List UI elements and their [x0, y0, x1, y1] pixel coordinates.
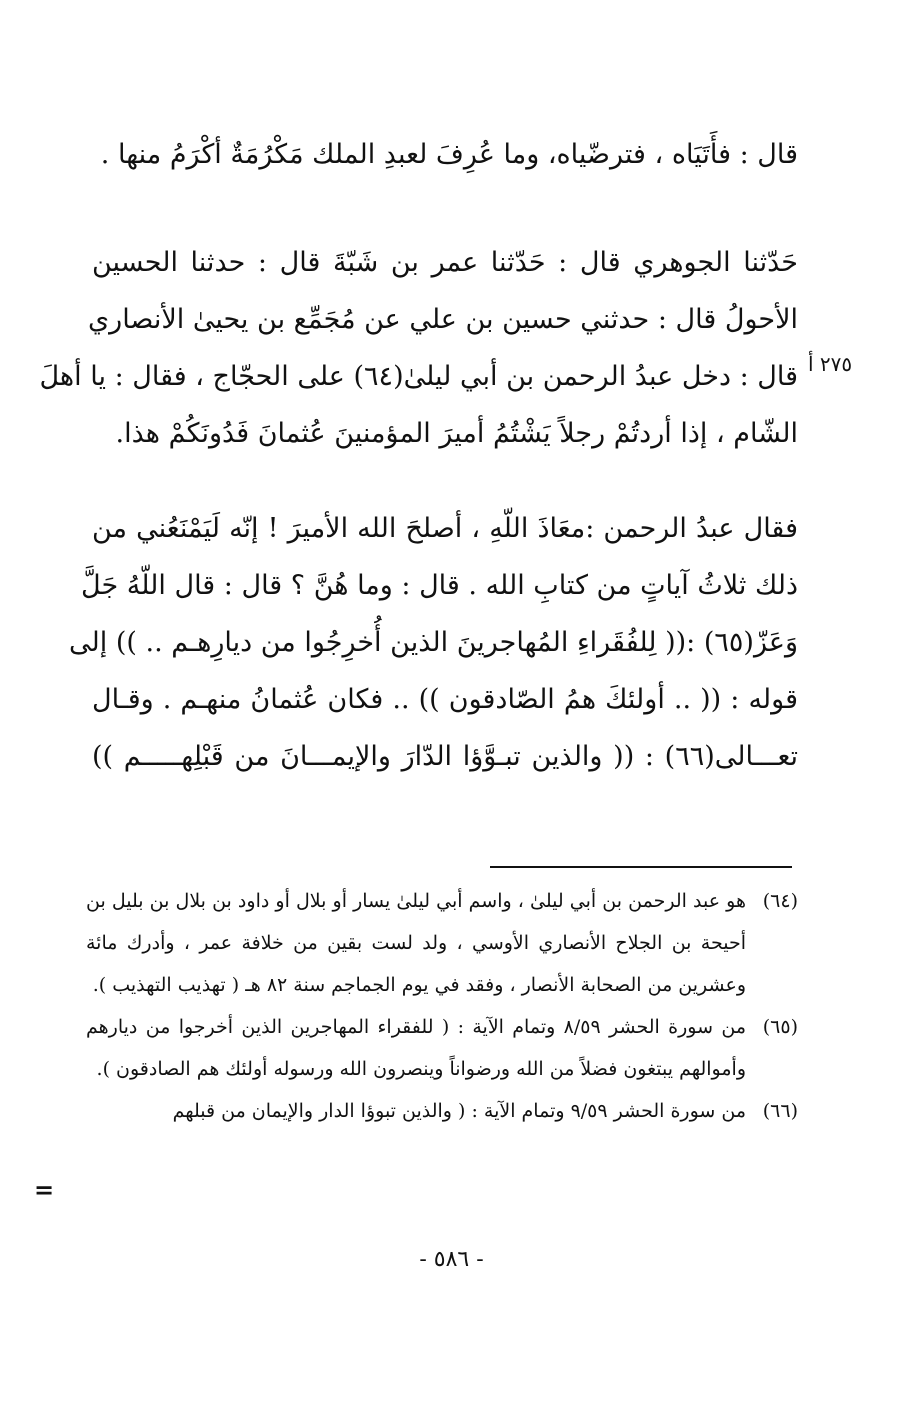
manuscript-folio-reference: ٢٧٥ أ — [808, 352, 853, 376]
footnote-text: هو عبد الرحمن بن أبي ليلىٰ ، واسم أبي ليلىٰ يسار أو بلال أو داود بن بلال بن بليل بن أحيحة بن الجلاح الأنصاري الأوسي ، ولد لست بقين من خلافة عمر ، وأدرك مائة وعشرين من الصحابة الأنصار ، وفقد في يوم الجماجم سنة ٨٢ هـ ( تهذيب التهذيب ). — [86, 890, 746, 996]
text-line: قال : دخل عبدُ الرحمن بن أبي ليلىٰ(٦٤) على الحجّاج ، فقال : يا أهلَ — [39, 361, 798, 392]
text-line: فقال عبدُ الرحمن :معَاذَ اللّهِ ، أصلحَ الله الأميرَ ! إنّه لَيَمْنَعُني من — [92, 513, 798, 544]
footnote-separator — [490, 866, 792, 868]
footnote-number: (٦٤) — [762, 890, 798, 912]
text-line: قوله : (( .. أولئكَ همُ الصّادقون )) .. فكان عُثمانُ منهـم . وقـال — [92, 684, 798, 715]
paragraph-3 — [69, 500, 798, 785]
text-line: حَدّثنا الجوهري قال : حَدّثنا عمر بن شَبّةَ قال : حدثنا الحسين — [92, 247, 798, 278]
text-line: وَعَزّ(٦٥) :(( لِلفُقَراءِ المُهاجرينَ الذين أُخرِجُوا من ديارِهـم .. )) إلى — [69, 627, 798, 658]
paragraph-2 — [39, 234, 798, 462]
text-line: ذلك ثلاثُ آياتٍ من كتابِ الله . قال : وما هُنَّ ؟ قال : قال اللّهُ جَلَّ — [81, 570, 798, 601]
footnote — [86, 1090, 798, 1132]
paragraph-1 — [92, 126, 798, 183]
footnotes — [86, 880, 798, 1132]
page-number: - ٥٨٦ - — [419, 1247, 484, 1272]
continuation-mark: = — [34, 1175, 55, 1204]
text-line: الشّام ، إذا أردتُمْ رجلاً يَشْتُمُ أميرَ المؤمنينَ عُثمانَ فَدُونَكُمْ هذا. — [115, 418, 798, 449]
text-line: قال : فأَتَيَاه ، فترضّياه، وما عُرِفَ لعبدِ الملك مَكْرُمَةٌ أكْرَمُ منها . — [100, 139, 798, 170]
text-line: تعـــالى(٦٦) : (( والذين تبـوَّؤا الدّارَ والإيمـــانَ من قَبْلِهـــــم )) — [92, 741, 798, 772]
footnote-number: (٦٥) — [762, 1016, 798, 1038]
footnote-text: من سورة الحشر ٩/٥٩ وتمام الآية : ( والذين تبوؤا الدار والإيمان من قبلهم — [172, 1100, 746, 1122]
footnote-number: (٦٦) — [762, 1100, 798, 1122]
footnote — [86, 880, 798, 1006]
text-line: الأحولُ قال : حدثني حسين بن علي عن مُجَمِّع بن يحيىٰ الأنصاري — [88, 304, 798, 335]
footnote — [86, 1006, 798, 1090]
footnote-text: من سورة الحشر ٨/٥٩ وتمام الآية : ( للفقراء المهاجرين الذين أخرجوا من ديارهم وأموالهم يبتغون فضلاً من الله ورضواناً وينصرون الله ورسوله أولئك هم الصادقون ). — [86, 1016, 746, 1080]
